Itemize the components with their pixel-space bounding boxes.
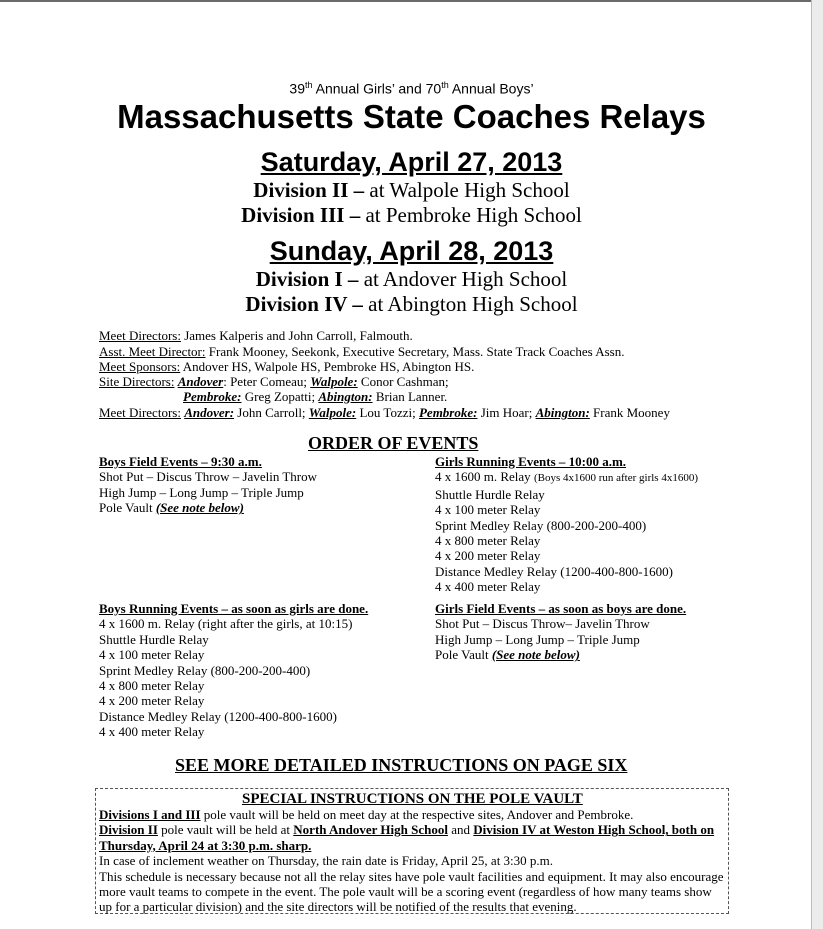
list-item: Shot Put – Discus Throw – Javelin Throw	[99, 469, 317, 485]
list-item: 4 x 1600 m. Relay (right after the girls, at 10:15)	[99, 616, 353, 632]
sponsors-line: Meet Sponsors: Andover HS, Walpole HS, Pembroke HS, Abington HS.	[99, 359, 475, 374]
site-directors-line-2: Pembroke: Greg Zopatti; Abington: Brian Lanner.	[183, 389, 448, 404]
boys-field-heading: Boys Field Events – 9:30 a.m.	[99, 454, 262, 469]
pv-line-4: This schedule is necessary because not all the relay sites have pole vault facilities and equipment. It may also encourage more vault teams to compete in the event. The pole vault will be a scoring event (regardless of how many teams show up for a particular division) and the site directors will be notified of the results that evening.	[99, 868, 724, 915]
list-item: High Jump – Long Jump – Triple Jump	[435, 631, 640, 647]
division-1-line: Division I – at Andover High School	[255, 267, 568, 291]
girls-field-heading: Girls Field Events – as soon as boys are done.	[435, 601, 687, 616]
list-item: 4 x 100 meter Relay	[99, 647, 205, 663]
pv-line-3: In case of inclement weather on Thursday, the rain date is Friday, April 25, at 3:30 p.m.	[99, 853, 554, 869]
order-of-events-heading: ORDER OF EVENTS	[308, 433, 479, 453]
list-item: 4 x 1600 m. Relay (Boys 4x1600 run after girls 4x1600)	[435, 469, 698, 485]
viewer-top-border	[0, 0, 823, 2]
pv-line-1: Divisions I and III pole vault will be held on meet day at the respective sites, Andover and Pembroke.	[99, 807, 634, 822]
boys-field-events	[99, 454, 317, 516]
list-item: Pole Vault (See note below)	[435, 647, 580, 663]
list-item: Sprint Medley Relay (800-200-200-400)	[435, 517, 647, 533]
list-item: 4 x 100 meter Relay	[435, 502, 541, 518]
meet-directors-sites-line: Meet Directors: Andover: John Carroll; Walpole: Lou Tozzi; Pembroke: Jim Hoar; Abington: Frank Mooney	[99, 405, 670, 420]
asst-director-line: Asst. Meet Director: Frank Mooney, Seekonk, Executive Secretary, Mass. State Track Coaches Assn.	[99, 344, 625, 359]
site-directors-line: Site Directors: Andover: Peter Comeau; Walpole: Conor Cashman;	[99, 374, 449, 389]
girls-running-events	[435, 454, 698, 595]
meet-directors-line: Meet Directors: James Kalperis and John Carroll, Falmouth.	[99, 328, 413, 343]
girls-running-heading: Girls Running Events – 10:00 a.m.	[435, 454, 627, 469]
page-title: Massachusetts State Coaches Relays	[117, 98, 706, 135]
see-more-instructions: SEE MORE DETAILED INSTRUCTIONS ON PAGE SIX	[175, 755, 628, 775]
event-edition: 39th Annual Girls’ and 70th Annual Boys’	[289, 80, 534, 97]
division-2-line: Division II – at Walpole High School	[253, 178, 570, 202]
list-item: Pole Vault (See note below)	[99, 500, 244, 516]
list-item: 4 x 200 meter Relay	[99, 693, 205, 709]
boys-running-events	[99, 601, 368, 740]
list-item: Distance Medley Relay (1200-400-800-1600)	[99, 708, 337, 724]
pole-vault-text	[99, 807, 725, 915]
viewer-scrollbar[interactable]	[811, 0, 823, 929]
pv-line-2: Division II pole vault will be held at North Andover High School and Division IV at Weston High School, both on Thursday, April 24 at 3:30 p.m. sharp.	[99, 822, 715, 853]
list-item: Distance Medley Relay (1200-400-800-1600)	[435, 563, 673, 579]
list-item: 4 x 200 meter Relay	[435, 548, 541, 564]
list-item: 4 x 800 meter Relay	[99, 678, 205, 694]
list-item: High Jump – Long Jump – Triple Jump	[99, 484, 304, 500]
sunday-date: Sunday, April 28, 2013	[269, 236, 554, 266]
list-item: 4 x 400 meter Relay	[435, 579, 541, 595]
list-item: Sprint Medley Relay (800-200-200-400)	[99, 662, 311, 678]
list-item: Shot Put – Discus Throw– Javelin Throw	[435, 616, 650, 632]
division-4-line: Division IV – at Abington High School	[245, 292, 578, 316]
saturday-date: Saturday, April 27, 2013	[260, 147, 563, 177]
pole-vault-heading: SPECIAL INSTRUCTIONS ON THE POLE VAULT	[242, 791, 583, 807]
list-item: Shuttle Hurdle Relay	[99, 631, 209, 647]
list-item: 4 x 400 meter Relay	[99, 724, 205, 740]
boys-running-heading: Boys Running Events – as soon as girls are done.	[99, 601, 369, 616]
division-3-line: Division III – at Pembroke High School	[241, 203, 582, 227]
girls-field-events	[435, 601, 686, 663]
list-item: Shuttle Hurdle Relay	[435, 486, 545, 502]
list-item: 4 x 800 meter Relay	[435, 533, 541, 549]
